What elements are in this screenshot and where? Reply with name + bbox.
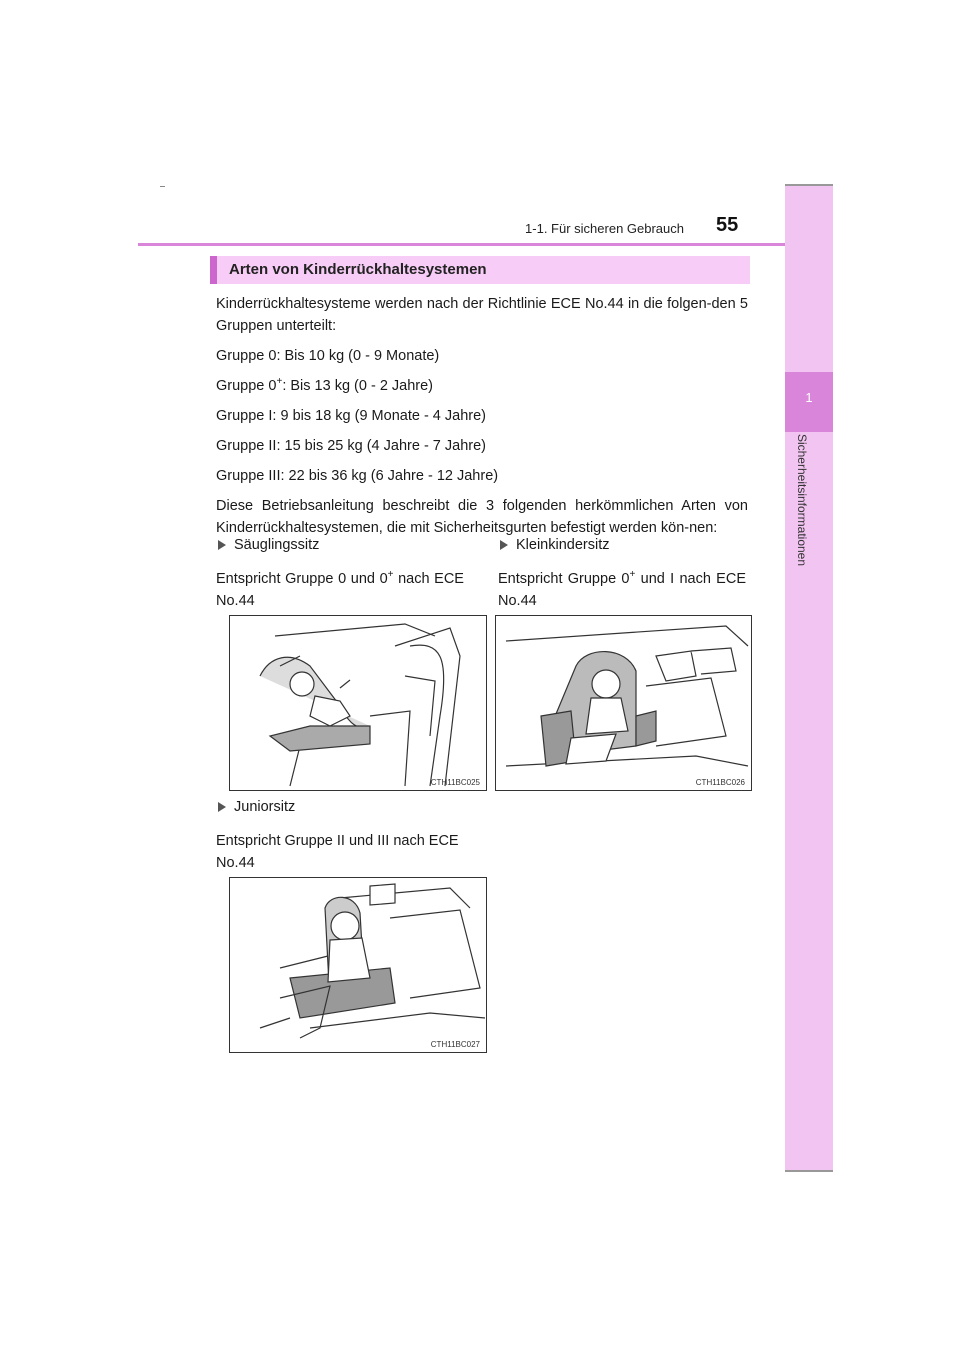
header-section-title: 1-1. Für sicheren Gebrauch: [525, 221, 684, 236]
page-corner-mark: [160, 186, 165, 187]
side-tab-bottom-border: [785, 1170, 833, 1172]
seat-type-title-text: Kleinkindersitz: [516, 537, 610, 553]
group-0-plus: [216, 375, 748, 397]
intro-paragraph: Kinderrückhaltesysteme werden nach der Richtlinie ECE No.44 in die folgen-den 5 Gruppen unterteilt:: [216, 296, 748, 334]
figure-junior-seat: [229, 877, 487, 1053]
seat-type-toddler: [498, 534, 746, 612]
desc-sup: +: [387, 569, 394, 580]
toddler-seat-illustration: [496, 616, 751, 790]
group-1: Gruppe I: 9 bis 18 kg (9 Monate - 4 Jahre): [216, 408, 486, 424]
group-2: Gruppe II: 15 bis 25 kg (4 Jahre - 7 Jahre): [216, 438, 486, 454]
figure-code: CTH11BC026: [695, 778, 745, 787]
closing-paragraph: Diese Betriebsanleitung beschreibt die 3 folgenden herkömmlichen Arten von Kinderrückhaltesystemen, die mit Sicherheitsgurten befestigt werden kön-nen:: [216, 498, 748, 536]
section-heading: Arten von Kinderrückhaltesystemen: [210, 256, 750, 284]
seat-type-description: [498, 568, 746, 612]
seat-type-title: [498, 534, 746, 556]
junior-seat-illustration: [230, 878, 486, 1052]
figure-toddler-seat: [495, 615, 752, 791]
page-number: 55: [716, 214, 739, 236]
side-tab-background: [785, 186, 833, 1170]
seat-type-junior: [216, 796, 464, 874]
seat-type-description: [216, 830, 464, 874]
group-0-plus-suffix: : Bis 13 kg (0 - 2 Jahre): [282, 378, 434, 394]
desc-prefix: Entspricht Gruppe 0: [498, 571, 630, 587]
group-0: Gruppe 0: Bis 10 kg (0 - 9 Monate): [216, 348, 440, 364]
seat-type-title: [216, 796, 464, 818]
chapter-number: 1: [805, 390, 813, 405]
header-rule: [138, 243, 832, 246]
group-0-plus-sup: +: [276, 376, 283, 387]
intro-text: [216, 293, 748, 547]
desc-suffix: nach ECE No.44: [216, 571, 464, 609]
seat-type-title: [216, 534, 464, 556]
group-3: Gruppe III: 22 bis 36 kg (6 Jahre - 12 Jahre): [216, 468, 499, 484]
bullet-triangle-icon: [500, 540, 508, 550]
desc-sup: +: [629, 569, 636, 580]
seat-type-infant: [216, 534, 464, 612]
bullet-triangle-icon: [218, 802, 226, 812]
seat-type-description: [216, 568, 464, 612]
group-0-plus-prefix: Gruppe 0: [216, 378, 277, 394]
desc-prefix: Entspricht Gruppe II und III nach ECE No.44: [216, 833, 459, 871]
figure-code: CTH11BC025: [430, 778, 480, 787]
chapter-title: Sicherheitsinformationen: [795, 433, 809, 567]
infant-seat-illustration: [230, 616, 486, 790]
seat-type-title-text: Juniorsitz: [234, 799, 296, 815]
desc-prefix: Entspricht Gruppe 0 und 0: [216, 571, 388, 587]
seat-type-title-text: Säuglingssitz: [234, 537, 320, 553]
bullet-triangle-icon: [218, 540, 226, 550]
figure-code: CTH11BC027: [430, 1040, 480, 1049]
desc-suffix: und I nach ECE No.44: [498, 571, 746, 609]
figure-infant-seat: [229, 615, 487, 791]
